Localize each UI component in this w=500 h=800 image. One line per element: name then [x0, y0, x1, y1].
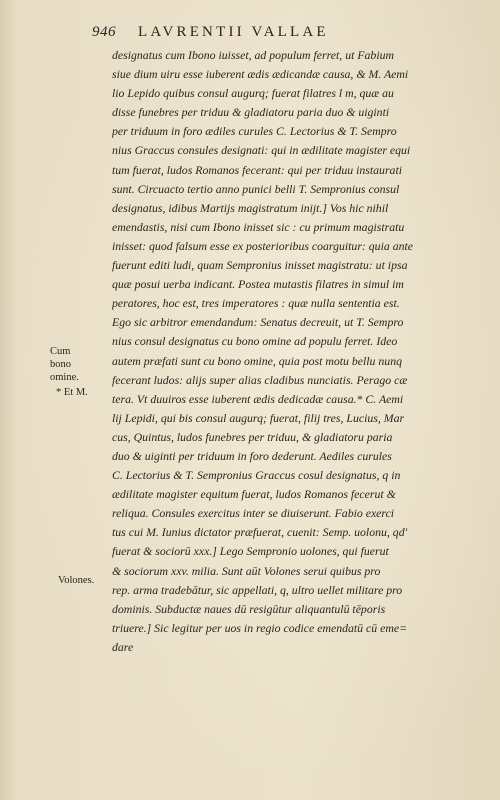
- margin-note-text: Cum bono omine.: [50, 346, 79, 383]
- margin-note-volones: [58, 574, 94, 587]
- running-title: LAVRENTII VALLAE: [138, 24, 329, 40]
- text-line: designatus cum Ibono iuisset, ad populum ferret, ut Fabium: [112, 48, 395, 62]
- text-line: dominis. Subductæ naues dū resigūtur aliquantulū tēporis: [112, 601, 386, 616]
- text-line: peratores, hoc est, tres imperatores : quæ nulla sententia est.: [112, 296, 400, 311]
- text-line: triuere.] Sic legitur per uos in regio codice emendatū cū eme=: [112, 620, 408, 635]
- text-line: lio Lepido quibus consul augurq; fuerat filatres l m, quæ au: [112, 86, 394, 101]
- text-line: reliqua. Consules exercitus inter se diuiserunt. Fabio exerci: [112, 506, 395, 521]
- text-line: C. Lectorius & T. Sempronius Graccus cosul designatus, q in: [112, 468, 401, 483]
- text-line: quæ posui uerba indicant. Postea mutastis filatres in simul im: [112, 277, 404, 292]
- page-number: 946: [92, 24, 116, 40]
- text-line: cus, Quintus, ludos funebres per triduu, & gladiatoru paria: [112, 429, 393, 444]
- text-line: sunt. Circuacto tertio anno punici belli T. Sempronius consul: [112, 181, 400, 196]
- body-text: [112, 46, 468, 657]
- text-line: dare: [112, 639, 134, 654]
- text-line: disse funebres per triduu & gladiatoru paria duo & uiginti: [112, 105, 390, 120]
- margin-note-et-m: [56, 386, 88, 399]
- margin-note-text: * Et M.: [56, 387, 88, 398]
- text-line: tus cui M. Iunius dictator præfuerat, cuenit: Semp. uolonu, qd': [112, 525, 408, 540]
- text-line: rep. arma tradebātur, sic appellati, q, ultro uellet militare pro: [112, 582, 403, 597]
- text-line: Ego sic arbitror emendandum: Senatus decreuit, ut T. Sempro: [112, 315, 404, 330]
- text-line: nius consul designatus cu bono omine ad populu ferret. Ideo: [112, 334, 398, 349]
- text-line: tum fuerat, ludos Romanos fecerant: qui per triduu instaurati: [112, 162, 402, 177]
- text-line: lij Lepidi, qui bis consul augurq; fuerat, filij tres, Lucius, Mar: [112, 410, 405, 425]
- text-line: fecerant ludos: alijs super alias cladibus nunciatis. Perago cæ: [112, 372, 408, 387]
- text-line: fuerat & sociorū xxx.] Lego Sempronio uolones, qui fuerut: [112, 544, 389, 559]
- text-line: designatus, idibus Martijs magistratum inijt.] Vos hic nihil: [112, 200, 389, 215]
- page-header: [92, 24, 462, 44]
- text-line: emendastis, nisi cum Ibono inisset sic : cu primum magistratu: [112, 219, 405, 234]
- text-line: per triduum in foro ædiles curules C. Lectorius & T. Sempro: [112, 124, 397, 139]
- text-line: duo & uiginti per triduum in foro dederunt. Aediles curules: [112, 448, 392, 463]
- text-line: inisset: quod falsum esse ex posterioribus coarguitur: quia ante: [112, 238, 414, 253]
- text-line: siue dium uiru esse iuberent ædis ædicandæ causa, & M. Aemi: [112, 67, 409, 82]
- text-line: nius Graccus consules designati: qui in ædilitate magister equi: [112, 143, 411, 158]
- text-line: fuerunt editi ludi, quam Sempronius inisset magistratu: ut ipsa: [112, 258, 408, 273]
- text-line: tera. Vt duuiros esse iuberent ædis dedicadæ causa.* C. Aemi: [112, 391, 404, 406]
- text-line: autem præfati sunt cu bono omine, quia post motu bellu nunq: [112, 353, 402, 368]
- text-line: & sociorum xxv. milia. Sunt aūt Volones serui quibus pro: [112, 563, 381, 578]
- margin-note-cum-bono-omine: [50, 345, 94, 384]
- margin-note-text: Volones.: [58, 575, 95, 586]
- text-line: ædilitate magister equitum fuerat, ludos Romanos fecerut &: [112, 487, 396, 502]
